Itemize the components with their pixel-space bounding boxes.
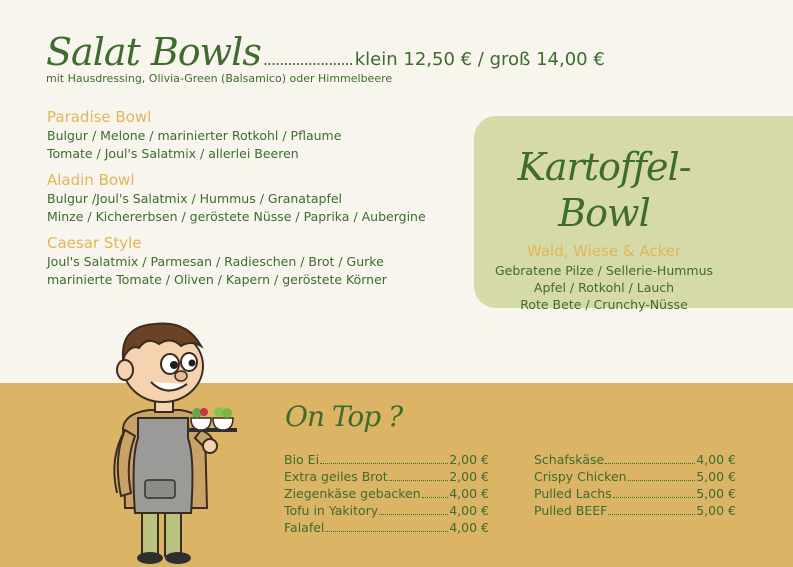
- extra-name: Crispy Chicken: [534, 469, 627, 484]
- bowl-list: [47, 108, 477, 297]
- dot-leader: ......................: [262, 50, 353, 69]
- dot-leader: [320, 463, 448, 464]
- bowl-item: [47, 108, 477, 163]
- kartoffel-ingredients: Rote Bete / Crunchy-Nüsse: [520, 297, 688, 312]
- dot-leader: [379, 514, 448, 515]
- list-item: [534, 485, 736, 502]
- list-item: [534, 468, 736, 485]
- list-item: [534, 502, 736, 519]
- list-item: [284, 519, 489, 536]
- dot-leader: [389, 480, 449, 481]
- extra-price: 5,00 €: [696, 469, 736, 484]
- dot-leader: [608, 514, 695, 515]
- bowl-item: [47, 234, 477, 289]
- bowl-ingredients: Bulgur /Joul's Salatmix / Hummus / Granatapfel: [47, 191, 343, 206]
- dot-leader: [605, 463, 695, 464]
- extra-name: Bio Ei: [284, 452, 320, 467]
- chef-illustration: [95, 318, 255, 567]
- extra-name: Pulled Lachs: [534, 486, 612, 501]
- dot-leader: [325, 531, 448, 532]
- dot-leader: [628, 480, 696, 481]
- extra-name: Extra geiles Brot: [284, 469, 388, 484]
- ontop-list-right: [534, 451, 736, 519]
- kartoffel-title: Kartoffel-Bowl: [517, 145, 691, 235]
- bowl-name: Paradise Bowl: [47, 108, 152, 126]
- bowl-ingredients: Minze / Kichererbsen / geröstete Nüsse / Paprika / Aubergine: [47, 209, 426, 224]
- ontop-title: On Top ?: [285, 400, 403, 433]
- list-item: [284, 468, 489, 485]
- bowl-ingredients: marinierte Tomate / Oliven / Kapern / geröstete Körner: [47, 272, 387, 287]
- kartoffel-subtitle: Wald, Wiese & Acker: [526, 242, 682, 260]
- list-item: [284, 502, 489, 519]
- bowl-name: Aladin Bowl: [47, 171, 135, 189]
- chef-cartoon-icon: [95, 318, 255, 567]
- extra-price: 4,00 €: [449, 486, 489, 501]
- extra-name: Tofu in Yakitory: [284, 503, 379, 518]
- section-title: Salat Bowls: [46, 30, 261, 74]
- bowl-ingredients: Tomate / Joul's Salatmix / allerlei Beeren: [47, 146, 299, 161]
- extra-price: 5,00 €: [696, 503, 736, 518]
- extra-name: Pulled BEEF: [534, 503, 608, 518]
- title-row: [46, 30, 605, 74]
- extra-name: Ziegenkäse gebacken: [284, 486, 421, 501]
- extra-price: 2,00 €: [449, 469, 489, 484]
- list-item: [534, 451, 736, 468]
- dot-leader: [422, 497, 449, 498]
- bowl-ingredients: Joul's Salatmix / Parmesan / Radieschen / Brot / Gurke: [47, 254, 384, 269]
- dot-leader: [613, 497, 696, 498]
- bowl-item: [47, 171, 477, 226]
- extra-name: Schafskäse: [534, 452, 605, 467]
- extra-price: 4,00 €: [696, 452, 736, 467]
- kartoffel-ingredients: Gebratene Pilze / Sellerie-Hummus: [494, 263, 714, 278]
- ontop-list-left: [284, 451, 489, 536]
- extra-price: 4,00 €: [449, 503, 489, 518]
- list-item: [284, 451, 489, 468]
- extra-price: 4,00 €: [449, 520, 489, 535]
- extra-name: Falafel: [284, 520, 325, 535]
- menu-header: [46, 30, 605, 85]
- dressing-note: mit Hausdressing, Olivia-Green (Balsamico) oder Himmelbeere: [46, 72, 393, 85]
- kartoffel-bowl-panel: [474, 116, 793, 312]
- list-item: [284, 485, 489, 502]
- bowl-name: Caesar Style: [47, 234, 142, 252]
- extra-price: 2,00 €: [449, 452, 489, 467]
- extra-price: 5,00 €: [696, 486, 736, 501]
- bowl-ingredients: Bulgur / Melone / marinierter Rotkohl / Pflaume: [47, 128, 342, 143]
- size-prices: klein 12,50 € / groß 14,00 €: [354, 49, 605, 70]
- kartoffel-ingredients: Apfel / Rotkohl / Lauch: [533, 280, 675, 295]
